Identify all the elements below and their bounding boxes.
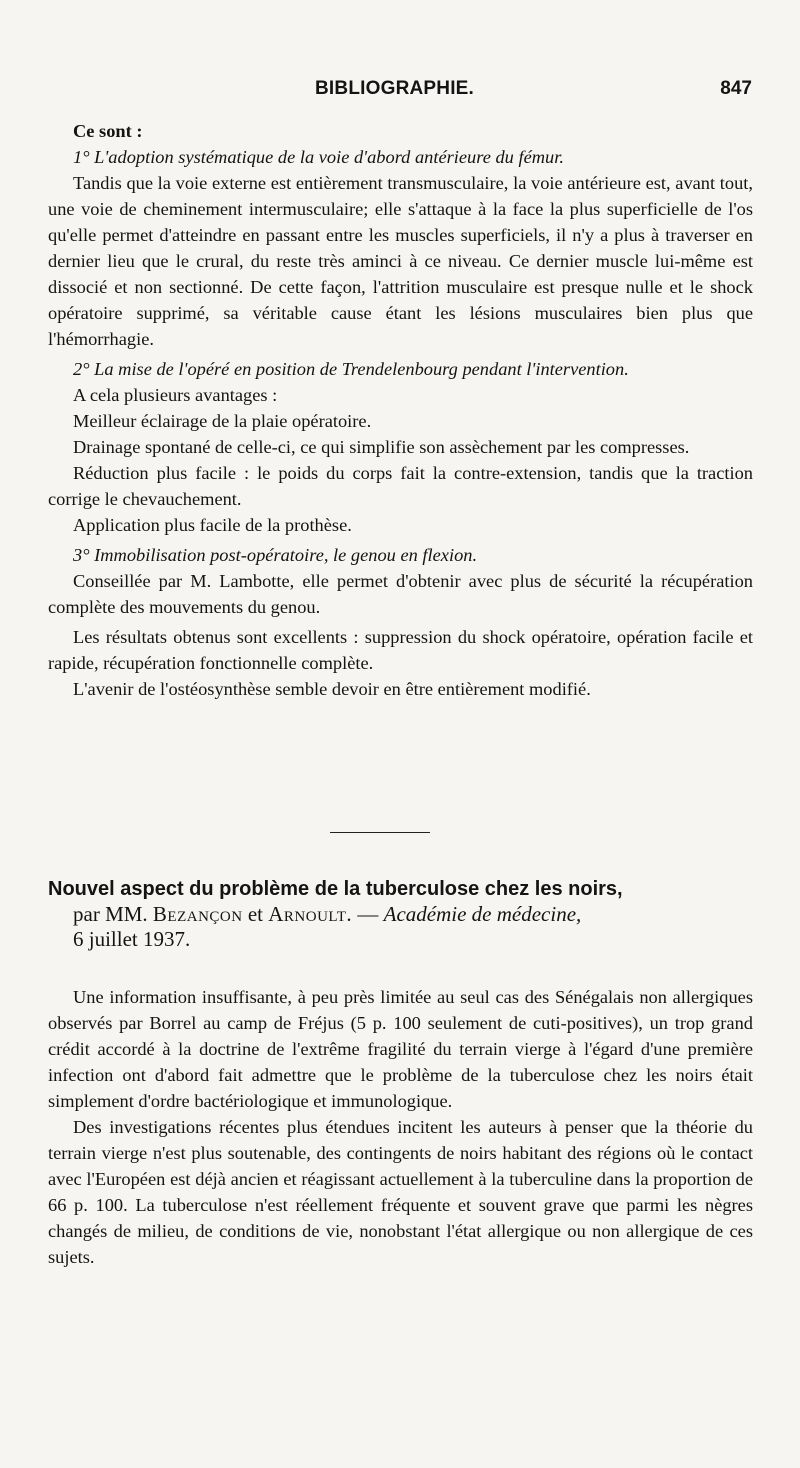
item2-line: Drainage spontané de celle-ci, ce qui simplifie son assèchement par les compresses. [73,437,690,457]
intro-line: Ce sont : [73,121,143,141]
item2-heading: 2° La mise de l'opéré en position de Trendelenbourg pendant l'intervention. [73,359,629,379]
item1-heading: 1° L'adoption systématique de la voie d'abord antérieure du fémur. [73,147,564,167]
article-heading [48,876,753,952]
article-date: 6 juillet 1937. [73,927,191,951]
item2-line: Meilleur éclairage de la plaie opératoire. [73,411,372,431]
item2-line: A cela plusieurs avantages : [73,385,278,405]
section-divider [330,832,430,833]
body-paragraph: Des investigations récentes plus étendues incitent les auteurs à penser que la théorie du terrain vierge n'est plus soutenable, des contingents de noirs habitant des régions où le contact avec l'Européen est déjà ancien et réagissant actuellement à la tuberculine dans la proportion de 66 p. 100. La tuberculose n'est réellement fréquente et souvent grave que parmi les nègres changés de milieu, de conditions de vie, nonobstant l'état allergique ou non allergique de ces sujets. [48,1117,753,1267]
running-title: BIBLIOGRAPHIE. [315,78,475,99]
future-paragraph: L'avenir de l'ostéosynthèse semble devoir en être entièrement modifié. [73,679,591,699]
item3-paragraph: Conseillée par M. Lambotte, elle permet d'obtenir avec plus de sécurité la récupération complète des mouvements du genou. [48,571,753,617]
page-header [315,78,752,110]
item2-line: Réduction plus facile : le poids du corps fait la contre-extension, tandis que la traction corrige le chevauchement. [48,463,753,509]
venue: Académie de médecine, [383,902,582,926]
author-name: Arnoult. [268,902,353,926]
byline-prefix: par MM. [73,902,148,926]
results-paragraph: Les résultats obtenus sont excellents : suppression du shock opératoire, opération facile et rapide, récupération fonctionnelle complète. [48,627,753,673]
page-number: 847 [720,78,752,99]
article-title: Nouvel aspect du problème de la tuberculose chez les noirs, [48,878,623,900]
body-paragraph: Une information insuffisante, à peu près limitée au seul cas des Sénégalais non allergiques observés par Borrel au camp de Fréjus (5 p. 100 seulement de cuti-positives), un trop grand crédit accordé à la doctrine de l'extrême fragilité du terrain vierge à l'égard d'une première infection ont d'abord fait admettre que le problème de la tuberculose chez les noirs était simplement d'ordre bactériologique et immunologique. [48,987,753,1111]
byline-and: et [247,902,263,926]
author-name: Bezançon [152,902,243,926]
article-continuation [48,118,753,702]
item3-heading: 3° Immobilisation post-opératoire, le genou en flexion. [73,545,478,565]
article-body [48,984,753,1270]
byline-dash: — [357,902,379,926]
article-byline [48,902,753,927]
item2-line: Application plus facile de la prothèse. [73,515,352,535]
item1-paragraph: Tandis que la voie externe est entièrement transmusculaire, la voie antérieure est, avant tout, une voie de cheminement intermusculaire; elle s'attaque à la face la plus superficielle de l'os qu'elle permet d'atteindre en passant entre les muscles superficiels, il n'y a plus à traverser en dernier lieu que le crural, du reste très aminci à ce niveau. Ce dernier muscle lui-même est dissocié et non sectionné. De cette façon, l'attrition musculaire est presque nulle et le shock opératoire supprimé, sa véritable cause étant les lésions musculaires bien plus que l'hémorrhagie. [48,173,753,349]
